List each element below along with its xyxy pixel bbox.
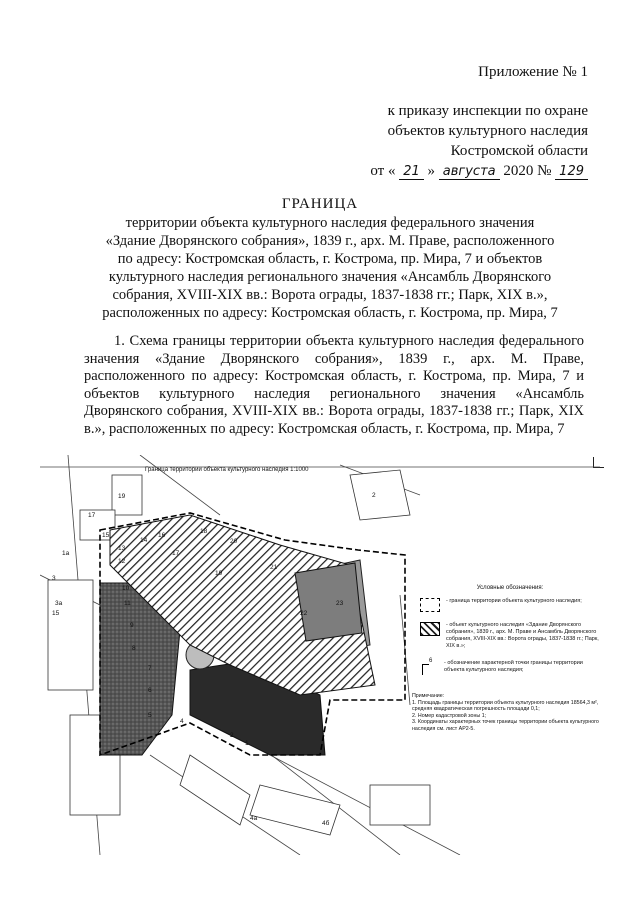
document-subtitle	[80, 214, 580, 322]
date-mid: »	[427, 163, 436, 179]
note-3: 3. Координаты характерных точек границы территории объекта культурного наследия см. лист АР2-5.	[412, 719, 599, 732]
map-notes	[412, 693, 600, 733]
plot-label: 3а	[55, 600, 63, 607]
subtitle-line: «Здание Дворянского собрания», 1839 г., арх. М. Праве, расположенного	[105, 233, 555, 249]
point-label: 2	[230, 732, 234, 739]
point-label: 17	[172, 550, 180, 557]
point-label: 12	[118, 558, 126, 565]
subtitle-line: расположенных по адресу: Костромская область, г. Кострома, пр. Мира, 7	[102, 305, 558, 321]
point-label: 1	[245, 740, 249, 747]
legend-row-object	[420, 622, 600, 650]
point-label: 20	[230, 538, 238, 545]
order-date-line	[370, 161, 588, 182]
plot-label: 19	[118, 493, 126, 500]
legend-row-point	[420, 660, 600, 674]
date-month: августа	[439, 164, 500, 180]
point-label: 7	[148, 665, 152, 672]
scheme-paragraph: 1. Схема границы территории объекта культурного наследия федерального значения «Здание Дворянского собрания», 1839 г., арх. М. Праве, расположенного по адресу: Костромская область, г. Кострома, пр. Мира, 7 и объектов культурного наследия регионального значения «Ансамбль Дворянского собрания, XVIII-XIX вв.: Ворота ограды, 1837-1838 гг.; Парк, XIX в.», расположенных по адресу: Костромская область, г. Кострома, пр. Мира, 7	[84, 333, 584, 437]
point-label: 6	[148, 687, 152, 694]
order-reference	[370, 101, 588, 182]
point-label: 10	[122, 585, 130, 592]
point-label: 16	[158, 532, 166, 539]
document-title: ГРАНИЦА	[281, 196, 359, 212]
heritage-building	[295, 563, 362, 641]
date-year-no: 2020 №	[503, 163, 552, 179]
point-label: 5	[148, 712, 152, 719]
legend-title: Условные обозначения:	[476, 585, 544, 591]
appendix-label: Приложение № 1	[478, 64, 588, 80]
point-label: 11	[124, 600, 131, 607]
map-caption: Граница территории объекта культурного наследия 1:1000	[145, 467, 309, 473]
date-prefix: от «	[370, 163, 396, 179]
dashed-boundary-icon	[420, 598, 440, 612]
order-line-1: к приказу инспекции по охране	[387, 103, 588, 119]
point-label: 13	[118, 545, 126, 552]
boundary-map	[40, 455, 600, 855]
note-1: 1. Площадь границы территории объекта культурного наследия 18564,3 м², средняя квадратическая погрешность площади 0,1;	[412, 699, 599, 713]
hatch-swatch-icon	[420, 622, 440, 636]
subtitle-line: по адресу: Костромская область, г. Кострома, пр. Мира, 7 и объектов	[117, 251, 543, 267]
point-label: 9	[130, 622, 134, 629]
legend-boundary-text: - граница территории объекта культурного наследия;	[446, 598, 582, 604]
plot-label: 2	[372, 492, 376, 499]
point-label: 15	[102, 532, 110, 539]
point-label: 22	[300, 610, 308, 617]
order-line-2: объектов культурного наследия	[387, 123, 588, 139]
order-number: 129	[555, 164, 588, 180]
point-label: 14	[140, 537, 148, 544]
plot-label: 4б	[322, 820, 330, 827]
date-day: 21	[399, 164, 424, 180]
subtitle-line: культурного наследия регионального значения «Ансамбль Дворянского	[108, 269, 552, 285]
plot-label: 3	[52, 575, 56, 582]
legend-object-text: - объект культурного наследия «Здание Дворянского собрания», 1839 г., арх. М. Праве и Ансамбль Дворянского собрания, XVIII-XIX вв.: Ворота ограды, 1837-1838 гг.; Парк, XIX в.»;	[446, 622, 599, 649]
notes-title: Примечание:	[412, 693, 445, 699]
legend-row-boundary	[420, 598, 600, 612]
point-label: 8	[132, 645, 136, 652]
point-label: 4	[180, 718, 184, 725]
point-label: 18	[200, 528, 208, 535]
plot-label: 4а	[250, 815, 258, 822]
order-line-3: Костромской области	[450, 143, 588, 159]
plot-label: 15	[52, 610, 60, 617]
legend-point-text: - обозначение характерной точки границы территории объекта культурного наследия;	[444, 660, 583, 673]
subtitle-line: собрания, XVIII-XIX вв.: Ворота ограды, 1837-1838 гг.; Парк, XIX в.»,	[112, 287, 548, 303]
point-label: 19	[215, 570, 223, 577]
point-marker-icon: 6	[420, 660, 438, 674]
subtitle-line: территории объекта культурного наследия федерального значения	[125, 215, 535, 231]
note-2: 2. Номер кадастровой зоны 1;	[412, 712, 487, 719]
point-label: 21	[270, 564, 278, 571]
plot-label: 1а	[62, 550, 70, 557]
plot-label: 17	[88, 512, 96, 519]
point-label: 23	[336, 600, 344, 607]
map-legend	[420, 585, 600, 674]
